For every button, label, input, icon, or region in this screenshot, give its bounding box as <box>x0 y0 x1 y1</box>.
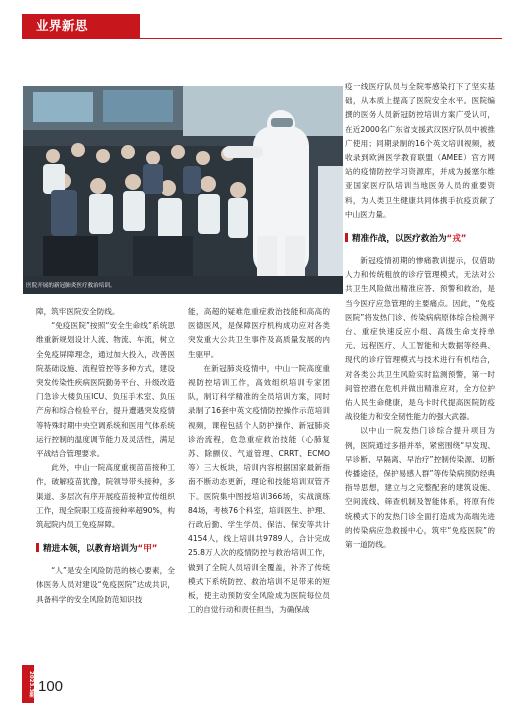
paragraph: “免疫医院”按照“安全生命线”系统思维重新规划设计人流、物流、车流，树立全免疫屏障理念，通过加大投入，改善医院基础设施、流程管控等多种方式，建设突发传染性疾病医院勤务平台、升级改造门急诊大楼负压ICU、负压手术室、负压产房和综合检验平台，提升遭遇突发疫情等特殊时期中央空调系统和医用气体系统运行控制的温度调节能力及灵活性，满足平战结合管理要求。 <box>36 321 175 459</box>
paragraph: 障，筑牢医院安全防线。 <box>36 307 120 316</box>
subheading-key: “甲” <box>137 544 158 555</box>
paragraph: 新冠疫情初期的惨痛教训提示，仅借助人力和传统粗放的诊疗管理模式，无法对公共卫生风险做出精准应答、预警和救治，是当今医疗应急管理的主要痛点。因此，“免疫医院”将发热门诊、传染病病原体综合检测平台、重症快速反应小组、高级生命支持单元、远程医疗、人工智能和大数据等经典、现代的诊疗管理模式与技术进行有机结合，对各类公共卫生风险实时监测预警，第一时间管控潜在危机并做出精准应对，全方位护佑人民生命健康，是乌卡时代提高医院防疫战役能力和安全韧性能力的强大武器。 <box>345 256 495 422</box>
paragraph: 疫一线医疗队员与全院零感染打下了坚实基础，从本质上提高了医院安全水平。医院编撰的医务人员新冠防控培训方案广受认可，在近2000名广东省支援武汉医疗队员中被推广使用；同期录制的16个英文培训视频，被收录到欧洲医学教育联盟（AMEE）官方网站的疫情防控学习资源库，并成为援塞尔维亚国家医疗队培训当地医务人员的重要资料，为人类卫生健康共同体携手抗疫贡献了中山医力量。 <box>345 82 495 219</box>
photo-caption: 医院开展的新冠肺炎医疗救治培训。 <box>26 283 116 289</box>
subheading-education <box>36 542 175 556</box>
issue-tag: 2023.3期 <box>22 665 34 703</box>
paragraph: 在新冠肺炎疫情中，中山一院高度重视防控培训工作，高效组织培训专家团队，制订科学精准的全员培训方案，同时录制了16套中英文疫情防控操作示范培训视频，课程包括个人防护操作、新冠肺炎诊治流程，危急重症救治技能（心肺复苏、除颤仪、气道管理、CRRT、ECMO等）三大板块，培训内容根据国家最新指南不断动态更新，理论和技能培训双管齐下。医院集中图授培训366场，实战演练84场，考核76个科室，培训医生、护理、行政后勤、学生学员、保洁、保安等共计4154人，线上培训共9789人，合计完成25.8万人次的疫情防控与救治培训工作，做到了全院人员培训全覆盖，补齐了传统模式下系统防控、救治培训不足带来的短板，使主动预防安全风险成为医院每位员工的自觉行动和责任担当，为确保战 <box>188 363 330 615</box>
subheading-treatment <box>345 232 495 246</box>
paragraph: 能，高超的疑难危重症救治技能和高高的医德医风，是保障医疗机构成功应对各类突发重大公共卫生事件及高质量发展的内生驱甲。 <box>188 307 330 359</box>
subheading-marker <box>36 543 39 552</box>
text-column-middle <box>188 305 330 617</box>
subheading-text: 精准作战，以医疗救治为 <box>352 234 447 245</box>
paragraph: “人”是安全风险防范的核心要素，全体医务人员对建设“免疫医院”达成共识，具备科学的安全风险防范知识技 <box>36 566 175 604</box>
section-title: 业界新思 <box>36 18 89 33</box>
subheading-text: 精进本领，以教育培训为 <box>43 544 138 555</box>
subheading-key: “戎” <box>446 234 467 245</box>
paragraph: 此外，中山一院高度重视苗苗接种工作，破解疫苗犹豫，院领导带头接种，多渠道、多层次有序开展疫苗接种宣传组织工作，现全院职工疫苗接种率超90%，构筑起院内员工免疫屏障。 <box>36 463 175 530</box>
text-column-left <box>36 305 175 607</box>
text-column-right <box>345 80 495 552</box>
header-rule <box>22 38 502 39</box>
paragraph: 以中山一院发热门诊综合提升项目为例，医院通过多措并举，紧密围绕“早发现、早诊断、早隔离、早治疗”控制传染源、切断传播途径，保护易感人群”等传染病预防经典指导思想，建立与之完整配套的建筑设施、空间流线、筛查机制及智能体系，将原有传统模式下的发热门诊全面打造成为高端先进的传染病应急救援中心，筑牢“免疫医院”的第一道防线。 <box>345 426 495 550</box>
page-number: 100 <box>38 678 64 695</box>
training-photo <box>23 86 343 294</box>
training-photo-illustration <box>23 86 343 294</box>
subheading-marker <box>345 233 348 242</box>
